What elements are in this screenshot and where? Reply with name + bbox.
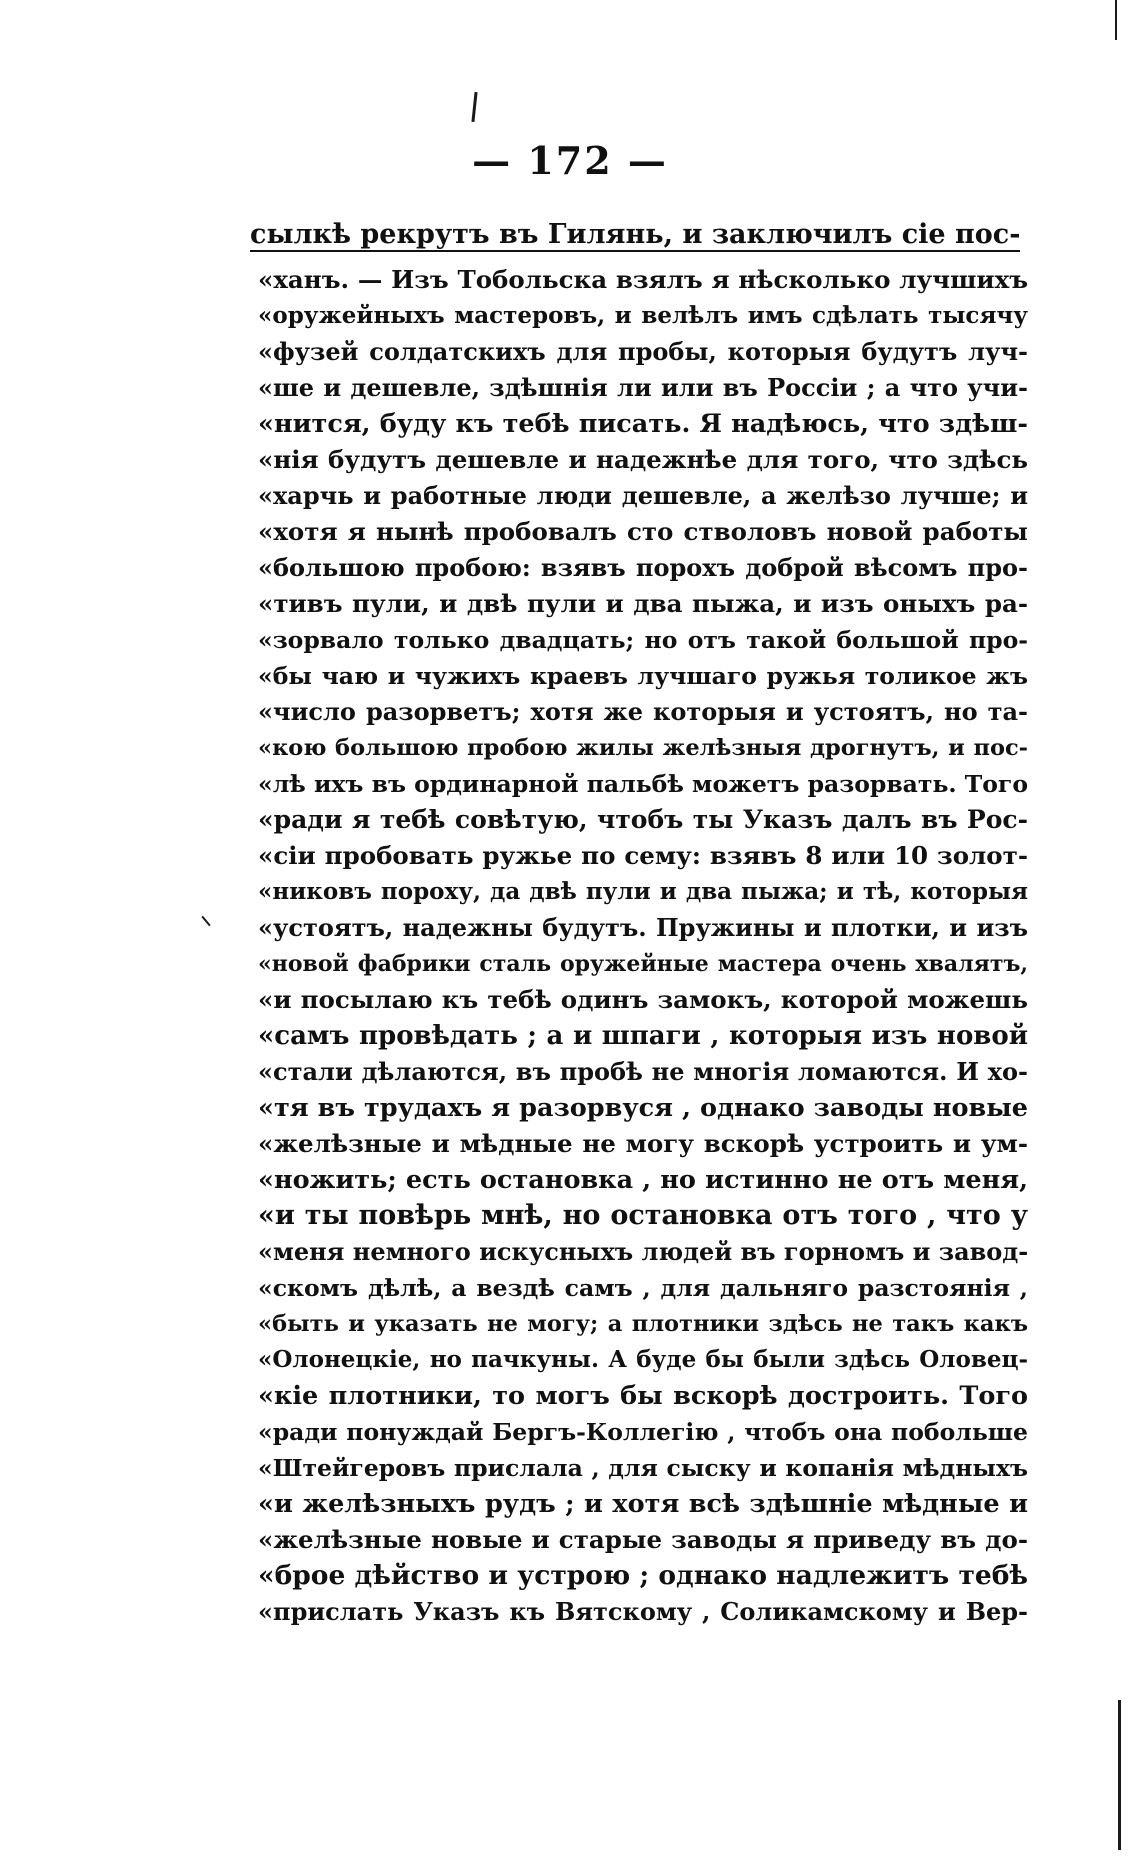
text-line: «и ты повѣрь мнѣ, но остановка отъ того , что у: [258, 1200, 1028, 1231]
text-line: «харчь и работные люди дешевле, а желѣзо лучше; и: [258, 481, 1028, 510]
text-line: «зорвало только двадцать; но отъ такой большой про-: [258, 626, 1028, 654]
stray-ink-mark: [1115, 0, 1117, 40]
text-line: «лѣ ихъ въ ординарной пальбѣ можетъ разорвать. Того: [258, 770, 1028, 798]
text-line: «сіи пробовать ружье по сему: взявъ 8 или 10 золот-: [258, 841, 1028, 870]
text-line: «бы чаю и чужихъ краевъ лучшаго ружья толикое жъ: [258, 662, 1028, 690]
text-line: «ханъ. — Изъ Тобольска взялъ я нѣсколько лучшихъ: [258, 265, 1028, 294]
text-line: «и посылаю къ тебѣ одинъ замокъ, которой можешь: [258, 985, 1028, 1014]
text-line: «фузей солдатскихъ для пробы, которыя будутъ луч-: [258, 337, 1028, 366]
text-line: «стали дѣлаются, въ пробѣ не многія ломаются. И хо-: [258, 1057, 1028, 1086]
text-line: «ради понуждай Бергъ-Коллегію , чтобъ она побольше: [258, 1418, 1028, 1446]
text-line: «устоятъ, надежны будутъ. Пружины и плотки, и изъ: [258, 913, 1028, 942]
text-line: «новой фабрики сталь оружейные мастера очень хвалятъ,: [258, 951, 1028, 977]
text-line: «желѣзные и мѣдные не могу вскорѣ устроить и ум-: [258, 1129, 1028, 1158]
section-rule: [250, 250, 1020, 252]
text-line: «скомъ дѣлѣ, а вездѣ самъ , для дальняго разстоянія ,: [258, 1274, 1028, 1302]
text-line: «тивъ пули, и двѣ пули и два пыжа, и изъ оныхъ ра-: [258, 589, 1028, 618]
text-line: «большою пробою: взявъ порохъ доброй вѣсомъ про-: [258, 553, 1028, 582]
text-line: «хотя я нынѣ пробовалъ сто стволовъ новой работы: [258, 517, 1028, 546]
continued-line: сылкѣ рекрутъ въ Гилянь, и заключилъ сіе пос-: [250, 219, 1021, 250]
text-line: «Олонецкіе, но пачкуны. А буде бы были здѣсь Оловец-: [258, 1346, 1028, 1373]
page-number: — 172 —: [472, 138, 668, 183]
text-line: «брое дѣйство и устрою ; однако надлежитъ тебѣ: [258, 1560, 1028, 1591]
stray-ink-mark: [1118, 1700, 1121, 1850]
text-line: «оружейныхъ мастеровъ, и велѣлъ имъ сдѣлать тысячу: [258, 302, 1028, 329]
text-line: «нія будутъ дешевле и надежнѣе для того, что здѣсь: [258, 445, 1028, 474]
text-line: «нится, буду къ тебѣ писать. Я надѣюсь, что здѣш-: [258, 409, 1028, 439]
text-line: «число разорветъ; хотя же которыя и устоятъ, но та-: [258, 697, 1028, 726]
text-line: «тя въ трудахъ я разорвуся , однако заводы новые: [258, 1093, 1028, 1123]
text-line: «меня немного искусныхъ людей въ горномъ и завод-: [258, 1237, 1028, 1266]
text-line: «кою большою пробою жилы желѣзныя дрогнутъ, и пос-: [258, 735, 1028, 761]
quoted-letter: [258, 262, 1028, 1630]
text-line: «прислать Указъ къ Вятскому , Соликамскому и Вер-: [258, 1597, 1028, 1626]
text-line: «никовъ пороху, да двѣ пули и два пыжа; и тѣ, которыя: [258, 878, 1028, 905]
text-line: «самъ провѣдать ; а и шпаги , которыя изъ новой: [258, 1021, 1028, 1051]
text-line: «Штейгеровъ прислала , для сыску и копанія мѣдныхъ: [258, 1454, 1028, 1482]
text-line: «ножить; есть остановка , но истинно не отъ меня,: [258, 1165, 1028, 1195]
text-line: «ше и дешевле, здѣшнія ли или въ Россіи ; а что учи-: [258, 373, 1028, 402]
text-line: «кіе плотники, то могъ бы вскорѣ достроить. Того: [258, 1381, 1028, 1411]
text-line: «быть и указать не могу; а плотники здѣсь не такъ какъ: [258, 1311, 1028, 1337]
text-line: «желѣзные новые и старые заводы я приведу въ до-: [258, 1525, 1028, 1554]
text-line: «ради я тебѣ совѣтую, чтобъ ты Указъ далъ въ Рос-: [258, 805, 1028, 834]
text-line: «и желѣзныхъ рудъ ; и хотя всѣ здѣшніе мѣдные и: [258, 1489, 1028, 1519]
stray-ink-mark: [471, 92, 477, 122]
stray-ink-mark: [201, 916, 210, 926]
